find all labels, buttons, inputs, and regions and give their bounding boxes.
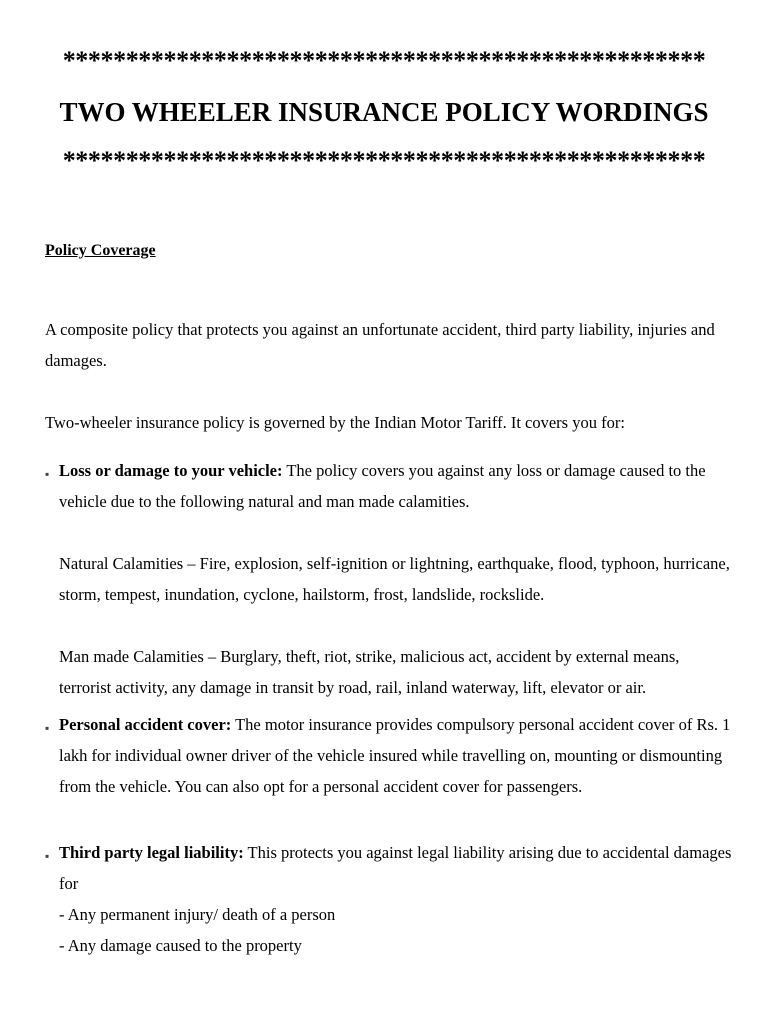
document-title: TWO WHEELER INSURANCE POLICY WORDINGS	[59, 97, 709, 127]
bullet-body	[59, 709, 735, 802]
intro-paragraph-1: A composite policy that protects you against an unfortunate accident, third party liability, injuries and damages.	[45, 320, 715, 370]
bullet-loss-damage	[45, 455, 735, 703]
list-item: - Any permanent injury/ death of a person	[59, 905, 336, 924]
bullet-personal-accident	[45, 709, 735, 802]
bullet-text: The policy covers you against any loss or damage caused to the vehicle due to the following natural and man made calamities.	[59, 461, 706, 511]
natural-calamities-paragraph: Natural Calamities – Fire, explosion, self-ignition or lightning, earthquake, flood, typhoon, hurricane, storm, tempest, inundation, cyclone, hailstorm, frost, landslide, rockslide.	[59, 554, 730, 604]
bullet-paragraph	[59, 709, 735, 802]
bullet-lead: Loss or damage to your vehicle:	[59, 461, 283, 480]
section-heading-policy-coverage: Policy Coverage	[45, 242, 156, 259]
man-made-calamities-paragraph: Man made Calamities – Burglary, theft, riot, strike, malicious act, accident by external means, terrorist activity, any damage in transit by road, rail, inland waterway, lift, elevator or air.	[59, 647, 680, 697]
bullet-square-icon: ▪	[45, 467, 50, 481]
bullet-paragraph	[59, 455, 735, 517]
bullet-body	[59, 837, 735, 961]
bullet-square-icon: ▪	[45, 721, 50, 735]
decorative-star-rule-top: ***************************************************	[62, 46, 706, 75]
bullet-paragraph	[59, 837, 735, 899]
bullet-lead: Third party legal liability:	[59, 843, 244, 862]
bullet-text: This protects you against legal liability arising due to accidental damages for	[59, 843, 732, 893]
bullet-lead: Personal accident cover:	[59, 715, 232, 734]
list-item: - Any damage caused to the property	[59, 936, 302, 955]
bullet-text: The motor insurance provides compulsory personal accident cover of Rs. 1 lakh for individual owner driver of the vehicle insured while travelling on, mounting or dismounting from the vehicle. You can also opt for a personal accident cover for passengers.	[59, 715, 731, 796]
bullet-third-party	[45, 837, 735, 961]
decorative-star-rule-bottom: ***************************************************	[62, 146, 706, 175]
bullet-body	[59, 455, 735, 703]
bullet-square-icon: ▪	[45, 849, 50, 863]
intro-paragraph-2: Two-wheeler insurance policy is governed by the Indian Motor Tariff. It covers you for:	[45, 413, 625, 432]
